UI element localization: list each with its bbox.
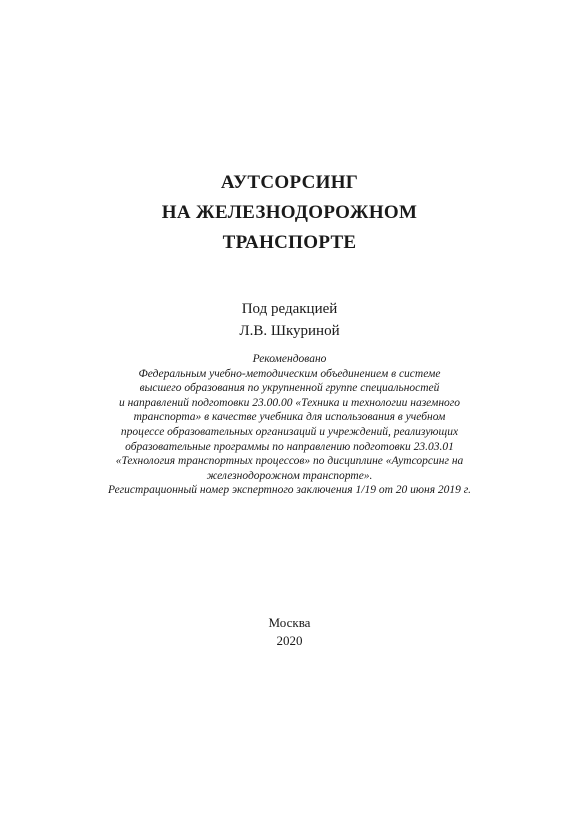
recommendation-line: Федеральным учебно-методическим объединением в системе <box>138 367 441 380</box>
imprint-year: 2020 <box>276 633 303 648</box>
recommendation-line: «Технология транспортных процессов» по дисциплине «Аутсорсинг на <box>115 455 464 468</box>
book-title-line-2: НА ЖЕЛЕЗНОДОРОЖНОМ <box>161 202 418 223</box>
editor-name: Л.В. Шкуриной <box>239 323 340 339</box>
editor-caption: Под редакцией <box>241 301 338 317</box>
book-title-line-3: ТРАНСПОРТЕ <box>222 232 357 253</box>
imprint-city: Москва <box>268 615 311 630</box>
recommendation-line: железнодорожном транспорте». <box>206 469 373 482</box>
editor-block <box>0 298 579 342</box>
recommendation-block <box>0 352 579 498</box>
recommendation-line: процессе образовательных организаций и учреждений, реализующих <box>120 425 459 438</box>
recommendation-line: высшего образования по укрупненной группе специальностей <box>139 382 440 395</box>
recommendation-line: транспорта» в качестве учебника для использования в учебном <box>133 411 446 424</box>
book-title <box>0 168 579 258</box>
recommendation-line: образовательные программы по направлению подготовки 23.03.01 <box>125 440 454 453</box>
recommendation-line: Рекомендовано <box>252 353 327 365</box>
imprint-block <box>0 614 579 650</box>
book-title-line-1: АУТСОРСИНГ <box>220 172 359 193</box>
recommendation-line: Регистрационный номер экспертного заключения 1/19 от 20 июня 2019 г. <box>107 484 472 497</box>
recommendation-line: и направлений подготовки 23.00.00 «Техника и технологии наземного <box>118 396 461 409</box>
